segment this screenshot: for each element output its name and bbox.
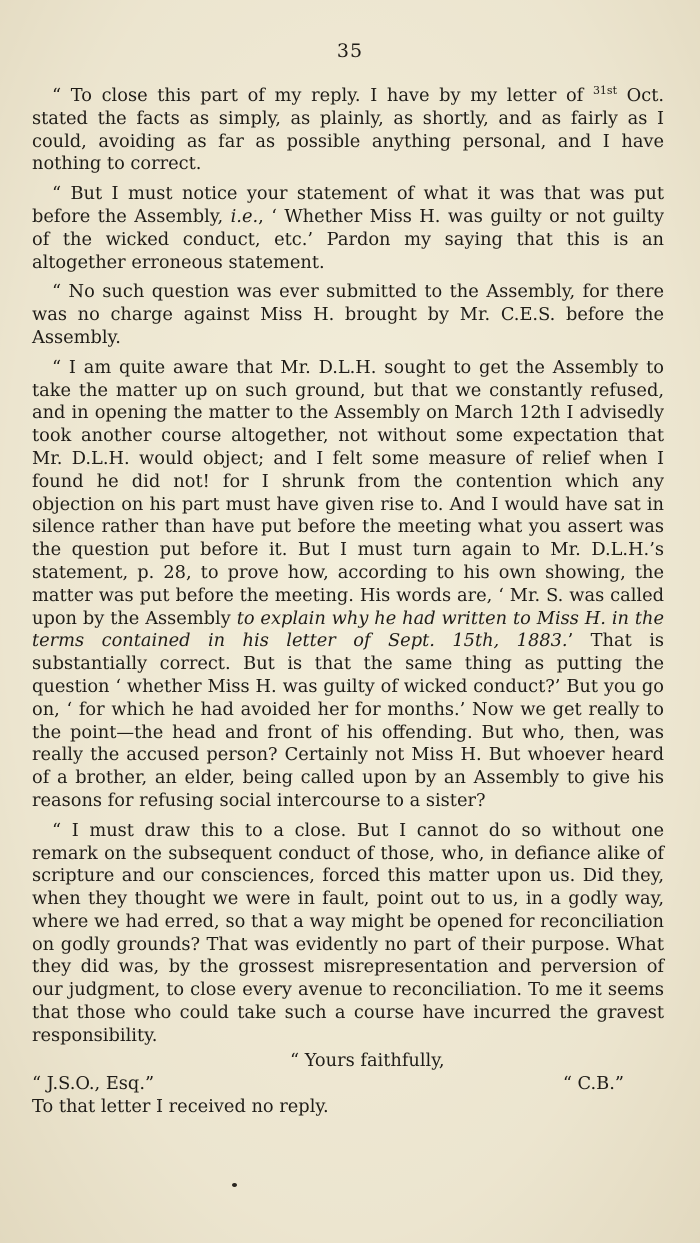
- paragraph-4: [32, 357, 664, 813]
- paragraph-2: [32, 183, 664, 274]
- signature: “ C.B.”: [562, 1072, 624, 1094]
- paragraph-2-text-a: “ But I must notice your statement of what it was that was put before the Assembly,: [32, 183, 664, 227]
- addressee: “ J.S.O., Esq.”: [32, 1072, 155, 1094]
- paragraph-2-text-b: , ‘ Whether Miss H. was guilty or not guilty of the wicked conduct, etc.’ Pardon my saying that this is an altogether erroneous statement.: [32, 205, 665, 273]
- letter-body: [32, 85, 664, 1118]
- page-number: 35: [336, 40, 364, 62]
- paragraph-4-text-a: “ I am quite aware that Mr. D.L.H. sought to get the Assembly to take the matter up on such ground, but that we constantly refused, and in opening the matter to the Assembly on March 12th I advisedly took another course altogether, not without some expectation that Mr. D.L.H. would object; and I felt some measure of relief when I found he did not! for I shrunk from the contention which any objection on his part must have given rise to. And I would have sat in silence rather than have put before the meeting what you assert was the question put before it. But I must turn again to Mr. D.L.H.’s statement, p. 28, to prove how, according to his own showing, the matter was put before the meeting. His words are, ‘ Mr. S. was called upon by the Assembly: [32, 356, 664, 629]
- date-superscript: 31st: [592, 84, 617, 98]
- paragraph-3: “ No such question was ever submitted to the Assembly, for there was no charge against Miss H. brought by Mr. C.E.S. before the Assembly.: [32, 281, 664, 348]
- valediction: “ Yours faithfully,: [290, 1049, 445, 1071]
- ink-speck: [232, 1183, 237, 1187]
- paragraph-4-italic-quote: to explain why he had written to Miss H. in the terms contained in his letter of Sept. 15th, 1883.: [32, 607, 664, 652]
- letter-closing: [32, 1050, 664, 1096]
- paragraph-1-text-a: “ To close this part of my reply. I have by my letter of: [52, 85, 593, 106]
- paragraph-1: [32, 85, 664, 176]
- paragraph-4-text-b: ’ That is substantially correct. But is that the same thing as putting the question ‘ whether Miss H. was guilty of wicked conduct?’ But you go on, ‘ for which he had avoided her for months.’ Now we get really to the point—the head and front of his offending. But who, then, was really the accused person? Certainly not Miss H. But whoever heard of a brother, an elder, being called upon by an Assembly to give his reasons for refusing social intercourse to a sister?: [32, 630, 665, 811]
- final-line: To that letter I received no reply.: [32, 1095, 329, 1117]
- paragraph-5: “ I must draw this to a close. But I cannot do so without one remark on the subsequent conduct of those, who, in defiance alike of scripture and our consciences, forced this matter upon us. Did they, when they thought we were in fault, point out to us, in a godly way, where we had erred, so that a way might be opened for reconciliation on godly grounds? That was evidently no part of their purpose. What they did was, by the grossest misrepresentation and perversion of our judgment, to close every avenue to reconciliation. To me it seems that those who could take such a course have incurred the gravest responsibility.: [32, 819, 664, 1046]
- paragraph-1-text-b: Oct. stated the facts as simply, as plainly, as shortly, and as fairly as I could, avoiding as far as possible anything personal, and I have nothing to correct.: [32, 85, 664, 175]
- paragraph-2-italic: i.e.: [230, 205, 259, 227]
